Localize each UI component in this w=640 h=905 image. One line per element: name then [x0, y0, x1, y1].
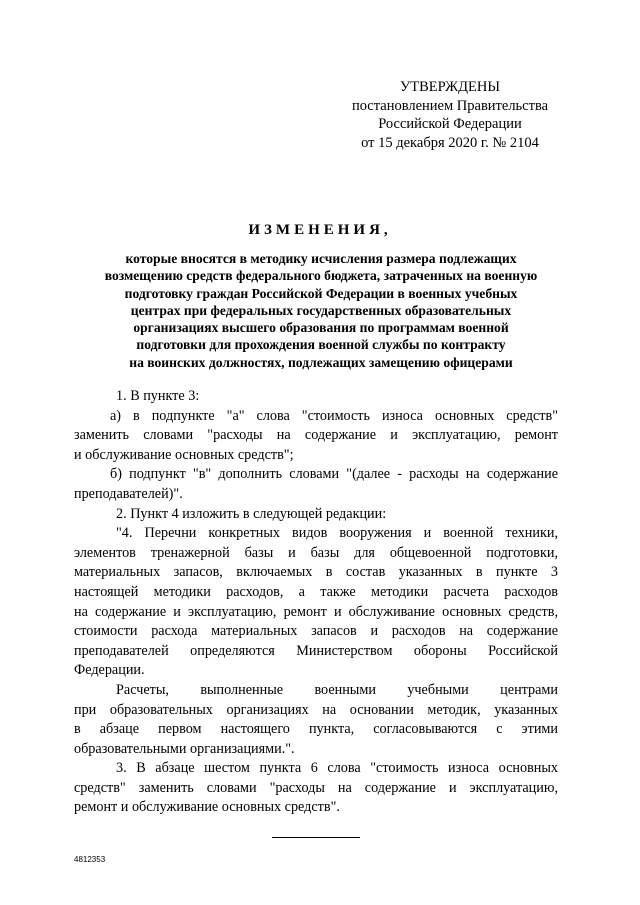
body-line: заменить словами "расходы на содержание и эксплуатацию, ремонт — [74, 427, 558, 444]
body-line: б) подпункт "в" дополнить словами "(далее - расходы на содержание — [110, 466, 558, 483]
body-line: настоящей методики расходов, а также методики расчета расходов — [74, 583, 558, 600]
body-line: 2. Пункт 4 изложить в следующей редакции: — [116, 505, 387, 522]
body-line: преподавателей)". — [74, 485, 183, 502]
body-line: 1. В пункте 3: — [116, 388, 200, 404]
subtitle-line: организациях высшего образования по программам военной — [133, 320, 509, 336]
document-number: 4812353 — [74, 855, 106, 864]
body-line: средств" заменить словами "расходы на содержание и эксплуатацию, — [74, 779, 558, 796]
document-body — [74, 387, 558, 818]
body-line: и обслуживание основных средств"; — [74, 446, 294, 463]
body-line: в абзаце первом настоящего пункта, согласовываются с этими — [74, 721, 558, 738]
closing-rule — [272, 837, 360, 838]
body-line: а) в подпункте "а" слова "стоимость износа основных средств" — [110, 407, 558, 424]
body-line: "4. Перечни конкретных видов вооружения и военной техники, — [116, 525, 558, 542]
body-line: элементов тренажерной базы и базы для общевоенной подготовки, — [74, 544, 558, 561]
body-line: при образовательных организациях на основании методик, указанных — [74, 701, 558, 718]
document-subtitle — [60, 250, 582, 371]
body-line: образовательными организациями.". — [74, 740, 295, 757]
body-line: на содержание и эксплуатацию, ремонт и обслуживание основных средств, — [74, 603, 558, 620]
body-line: 3. В абзаце шестом пункта 6 слова "стоимость износа основных — [116, 760, 558, 777]
subtitle-line: центрах при федеральных государственных образовательных — [130, 302, 512, 318]
body-line: Федерации. — [74, 662, 145, 679]
approval-by-line: постановлением Правительства — [351, 97, 549, 114]
approval-block — [330, 78, 570, 152]
body-line: материальных запасов, включаемых в состав указанных в пункте 3 — [74, 564, 558, 581]
subtitle-line: подготовки для прохождения военной службы по контракту — [136, 337, 506, 353]
subtitle-line: возмещению средств федерального бюджета, затраченных на военную — [104, 268, 538, 284]
subtitle-line: подготовку граждан Российской Федерации в военных учебных — [124, 285, 518, 301]
body-line: преподавателей определяются Министерством обороны Российской — [74, 642, 558, 659]
subtitle-line: которые вносятся в методику исчисления размера подлежащих — [125, 251, 517, 266]
body-line: Расчеты, выполненные военными учебными центрами — [116, 681, 558, 698]
approval-date-number: от 15 декабря 2020 г. № 2104 — [361, 134, 539, 151]
body-line: стоимости расхода материальных запасов и расходов на содержание — [74, 623, 558, 640]
document-title: ИЗМЕНЕНИЯ, — [248, 222, 392, 238]
body-line: ремонт и обслуживание основных средств". — [74, 799, 340, 816]
subtitle-line: на воинских должностях, подлежащих замещению офицерами — [129, 354, 513, 370]
approval-heading: УТВЕРЖДЕНЫ — [399, 79, 501, 95]
approval-authority: Российской Федерации — [378, 116, 522, 132]
